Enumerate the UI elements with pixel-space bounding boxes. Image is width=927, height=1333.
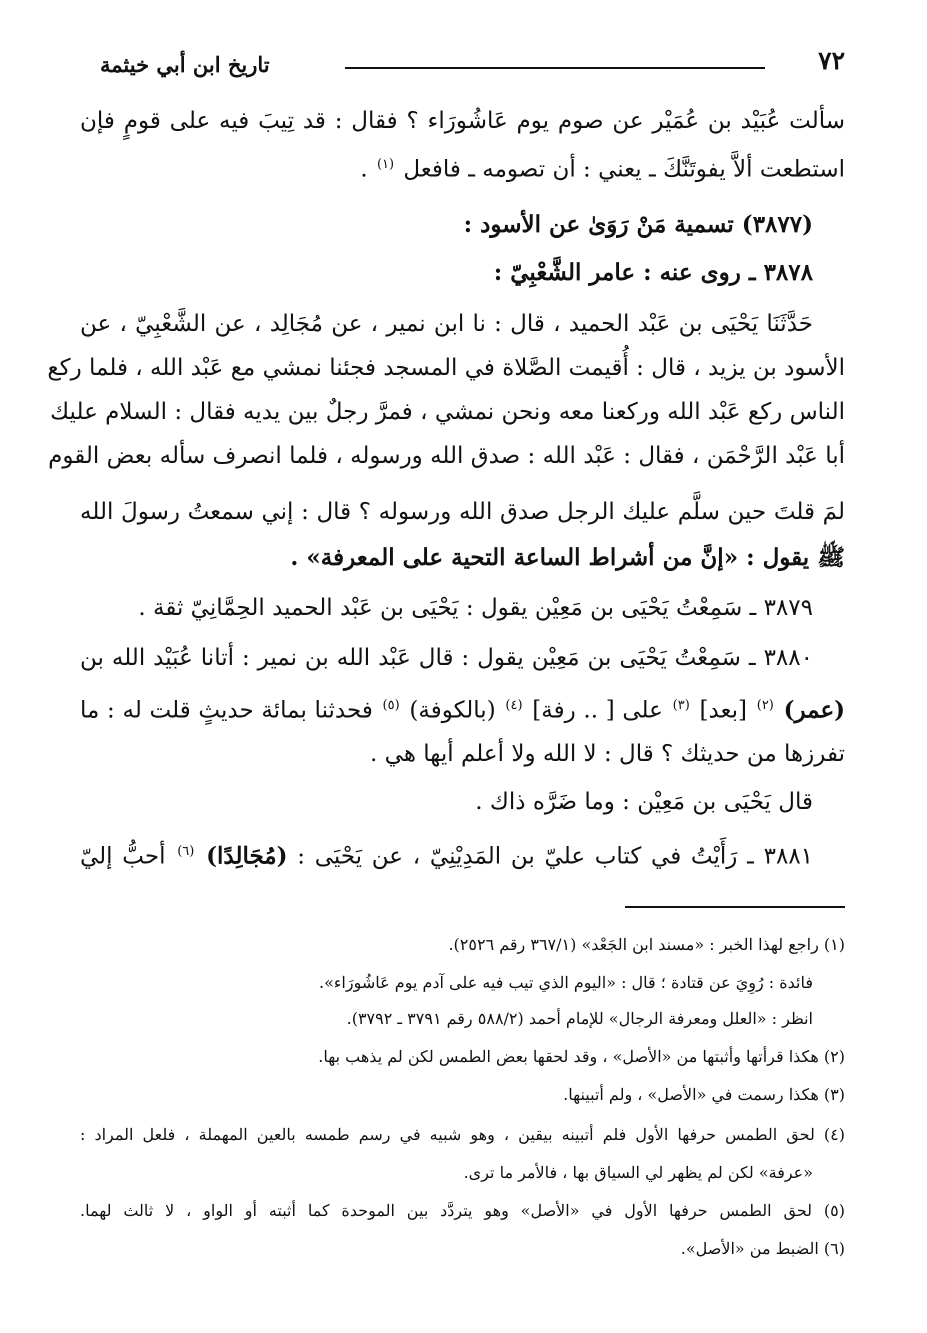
page-number: ٧٢	[818, 46, 845, 75]
footnote: (٥) لحق الطمس حرفها الأول في «الأصل» وهو يتردَّد بين الموحدة كما أثبته أو الواو ، لا ثالث لهما.	[80, 1201, 846, 1220]
footnote: (٤) لحق الطمس حرفها الأول فلم أتبينه بيقين ، وهو شبيه في رسم طمسه بالعين المهملة ، فلعل المراد :	[80, 1125, 845, 1144]
text-fragment: فحدثنا بمائة حديثٍ قلت له : ما	[80, 697, 373, 724]
footnote: (١) راجع لهذا الخبر : «مسند ابن الجَعْد» (٣٦٧/١ رقم ٢٥٢٦).	[448, 935, 845, 954]
text-fragment: [بعد]	[699, 697, 748, 724]
text-line	[80, 830, 845, 879]
text-line: ﷺ يقول : «إنَّ من أشراط الساعة التحية على المعرفة» .	[290, 544, 845, 571]
footnote-marker: (٦)	[177, 844, 195, 859]
text-fragment: (بالكوفة)	[409, 697, 496, 724]
text-fragment: أحبُّ إليّ	[80, 843, 166, 870]
text-line: الأسود بن يزيد ، قال : أُقيمت الصَّلاة في المسجد فجئنا نمشي مع عَبْد الله ، فلما ركع	[47, 355, 845, 381]
text-line: ٣٨٧٨ ـ روى عنه : عامر الشَّعْبِيّ :	[493, 259, 813, 286]
text-line	[80, 143, 845, 192]
running-title: تاريخ ابن أبي خيثمة	[100, 52, 270, 77]
footnote: (٣) هكذا رسمت في «الأصل» ، ولم أتبينها.	[563, 1085, 845, 1104]
footnote: فائدة : رُوِيَ عن قتادة ؛ قال : «اليوم الذي تيب فيه على آدم يوم عَاشُورَاء».	[319, 973, 813, 992]
footnote: انظر : «العلل ومعرفة الرجال» للإمام أحمد (٥٨٨/٢ رقم ٣٧٩١ ـ ٣٧٩٢).	[346, 1009, 813, 1028]
text-line: تفرزها من حديثك ؟ قال : لا الله ولا أعلم أيها هي .	[370, 741, 845, 767]
footnote-marker: (٢)	[756, 698, 774, 713]
footnote-marker: (٥)	[382, 698, 400, 713]
text-fragment: .	[360, 156, 368, 183]
text-line: أبا عَبْد الرَّحْمَن ، فقال : عَبْد الله : صدق الله ورسوله ، فلما انصرف سأله بعض القوم	[48, 443, 845, 469]
text-fragment: ٣٨٨١ ـ رَأَيْتُ في كتاب عليّ بن المَدِيْنِيّ ، عن يَحْيَى :	[297, 843, 814, 870]
text-line: ٣٨٧٩ ـ سَمِعْتُ يَحْيَى بن مَعِيْن يقول : يَحْيَى بن عَبْد الحميد الحِمَّانِيّ ثقة .	[138, 595, 813, 621]
text-fragment: (مُجَالِدًا)	[206, 842, 288, 870]
text-line: الناس ركع عَبْد الله وركعنا معه ونحن نمشي ، فمرَّ رجلٌ بين يديه فقال : السلام عليك	[50, 399, 845, 425]
text-line: سألت عُبَيْد بن عُمَيْر عن صوم يوم عَاشُورَاء ؟ فقال : قد تِيبَ فيه على قومٍ فإن	[80, 108, 845, 134]
footnote: (٢) هكذا قرأتها وأثبتها من «الأصل» ، وقد لحقها بعض الطمس لكن لم يذهب بها.	[318, 1047, 845, 1066]
text-line: حَدَّثَنَا يَحْيَى بن عَبْد الحميد ، قال : نا ابن نمير ، عن مُجَالِد ، عن الشَّعْبِيّ ، عن	[80, 311, 813, 337]
footnote: «عرفة» لكن لم يظهر لي السياق بها ، فالأمر ما ترى.	[463, 1163, 813, 1182]
text-fragment: (عمر)	[783, 696, 846, 724]
footnote: (٦) الضبط من «الأصل».	[680, 1239, 845, 1258]
text-line: قال يَحْيَى بن مَعِيْن : وما ضَرَّه ذاك .	[475, 789, 813, 815]
footnote-rule	[625, 906, 845, 908]
text-line: ٣٨٨٠ ـ سَمِعْتُ يَحْيَى بن مَعِيْن يقول : قال عَبْد الله بن نمير : أتانا عُبَيْد الله بن	[80, 645, 813, 671]
text-line	[80, 684, 845, 733]
text-fragment: على [ .. رفة]	[532, 697, 663, 724]
text-line: لمَ قلتَ حين سلَّم عليك الرجل صدق الله ورسوله ؟ قال : إني سمعتُ رسولَ الله	[80, 499, 845, 525]
footnote-marker: (٤)	[505, 698, 523, 713]
header-rule	[345, 67, 765, 69]
text-fragment: استطعت ألاَّ يفوتَنَّكَ ـ يعني : أن تصومه ـ فافعل	[403, 156, 845, 183]
footnote-marker: (٣)	[672, 698, 690, 713]
section-heading: (٣٨٧٧) تسمية مَنْ رَوَىٰ عن الأسود :	[463, 211, 813, 238]
footnote-marker: (١)	[376, 157, 395, 172]
